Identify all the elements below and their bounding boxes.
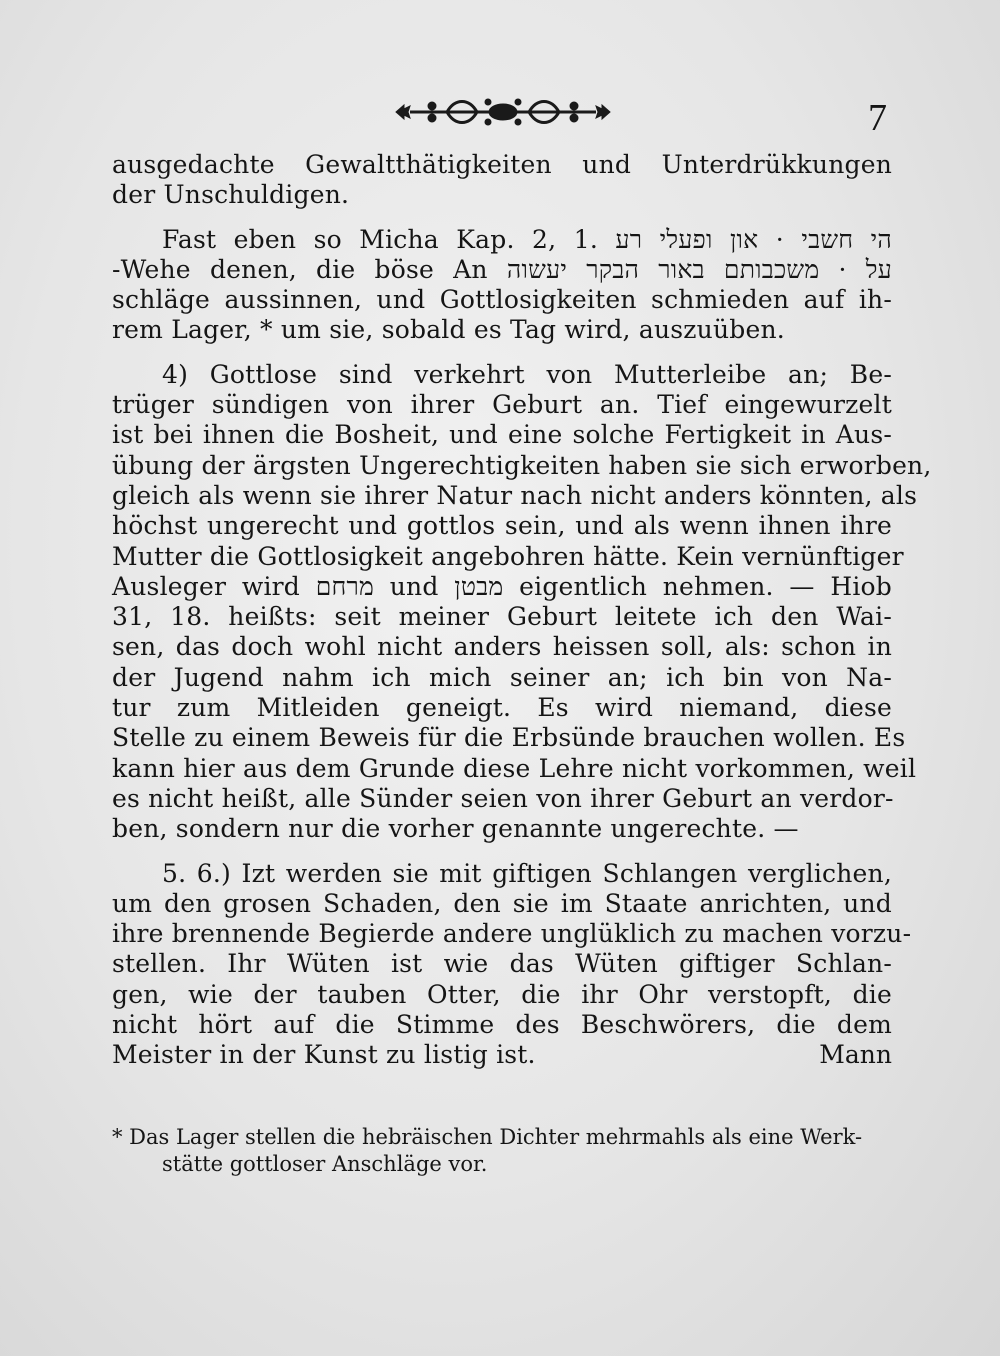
text-line: schläge aussinnen, und Gottlosigkeiten schmieden auf ih- <box>112 285 892 315</box>
text-line: nicht hört auf die Stimme des Beschwörers, die dem <box>112 1010 892 1040</box>
text-line: על · משכבותם באור הבקר יעשוה Wehe denen, die böse An- <box>112 254 893 284</box>
text-line: es nicht heißt, alle Sünder seien von ihrer Geburt an verdor- <box>112 783 894 813</box>
paragraph-gap <box>112 346 892 360</box>
text-line: gen, wie der tauben Otter, die ihr Ohr verstopft, die <box>112 979 892 1009</box>
footnote-line: stätte gottloser Anschläge vor. <box>162 1152 488 1176</box>
text-line: sen, das doch wohl nicht anders heissen soll, als: schon in <box>112 632 892 662</box>
text-line: Meister in der Kunst zu listig ist. <box>112 1040 536 1070</box>
text-line: Stelle zu einem Beweis für die Erbsünde brauchen wollen. Es <box>112 723 906 753</box>
text-line: ben, sondern nur die vorher genannte ungerechte. — <box>112 814 799 844</box>
text-line: tur zum Mitleiden geneigt. Es wird niemand, diese <box>112 693 892 723</box>
text-line: der Unschuldigen. <box>112 180 350 210</box>
text-line: 4) Gottlose sind verkehrt von Mutterleibe an; Be- <box>162 359 892 389</box>
paragraph-gap <box>112 211 892 225</box>
footnote <box>112 1124 892 1178</box>
catchword: Mann <box>819 1040 892 1070</box>
text-line: der Jugend nahm ich mich seiner an; ich bin von Na- <box>112 662 892 692</box>
text-line: 31, 18. heißts: seit meiner Geburt leitete ich den Wai- <box>112 602 892 632</box>
text-line: rem Lager, * um sie, sobald es Tag wird, auszuüben. <box>112 315 785 345</box>
text-line: 5. 6.) Izt werden sie mit giftigen Schlangen verglichen, <box>162 858 892 888</box>
text-line: trüger sündigen von ihrer Geburt an. Tief eingewurzelt <box>112 390 892 420</box>
text-line: stellen. Ihr Wüten ist wie das Wüten giftiger Schlan- <box>112 949 892 979</box>
text-line: ausgedachte Gewaltthätigkeiten und Unterdrükkungen <box>112 150 892 179</box>
footnote-line: * Das Lager stellen die hebräischen Dichter mehrmahls als eine Werk- <box>112 1125 863 1149</box>
text-line: um den grosen Schaden, den sie im Staate anrichten, und <box>112 888 892 918</box>
text-line: übung der ärgsten Ungerechtigkeiten haben sie sich erworben, <box>112 450 932 480</box>
printer-ornament-headpiece <box>392 92 614 132</box>
page-number: 7 <box>868 97 887 139</box>
main-text <box>112 150 932 1071</box>
text-line: Mutter die Gottlosigkeit angebohren hätte. Kein vernünftiger <box>112 541 904 571</box>
text-line: kann hier aus dem Grunde diese Lehre nicht vorkommen, weil <box>112 753 917 783</box>
paragraph-gap <box>112 845 892 859</box>
text-line: ihre brennende Begierde andere unglüklich zu machen vorzu- <box>112 919 912 949</box>
text-line: gleich als wenn sie ihrer Natur nach nicht anders könnten, als <box>112 480 918 510</box>
last-line-with-catchword <box>112 1040 892 1070</box>
text-line: ist bei ihnen die Bosheit, und eine solche Fertigkeit in Aus- <box>112 420 892 450</box>
text-line: Ausleger wird מרחם und מבטן eigentlich nehmen. — Hiob <box>112 571 892 601</box>
text-line: Fast eben so Micha Kap. 2, 1. הי חשבי · און ופעלי רע <box>162 224 892 254</box>
text-line: höchst ungerecht und gottlos sein, und als wenn ihnen ihre <box>112 511 892 541</box>
